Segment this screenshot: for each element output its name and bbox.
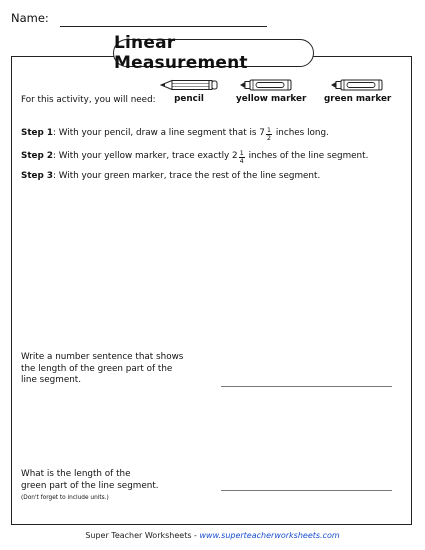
step-2-text-end: inches of the line segment. [245, 151, 369, 161]
worksheet-title: Linear Measurement [113, 39, 314, 67]
material-green-marker [324, 79, 390, 104]
step-3-text: : With your green marker, trace the rest of the line segment. [53, 171, 321, 181]
fraction-numerator: 1 [266, 126, 272, 134]
material-label-green-marker: green marker [324, 94, 392, 104]
marker-icon [330, 79, 384, 91]
answer-line-number-sentence[interactable] [221, 386, 392, 387]
question-green-length [21, 469, 159, 505]
name-label: Name: [11, 11, 49, 25]
fraction-numerator: 1 [239, 149, 244, 157]
footer-link[interactable]: www.superteacherworksheets.com [199, 531, 340, 540]
answer-line-green-length[interactable] [221, 490, 392, 491]
material-pencil [160, 79, 218, 104]
step-2-label: Step 2 [21, 151, 53, 161]
material-yellow-marker [236, 79, 307, 104]
question-line: Write a number sentence that shows [21, 352, 184, 362]
step-2-text: : With your yellow marker, trace exactly 2 [53, 151, 238, 161]
step-2 [21, 150, 368, 165]
footer [0, 531, 425, 540]
material-label-pencil: pencil [174, 94, 204, 104]
fraction-denominator: 4 [239, 157, 244, 165]
step-1 [21, 127, 329, 142]
question-line: line segment. [21, 375, 82, 385]
step-1-label: Step 1 [21, 128, 53, 138]
materials-intro: For this activity, you will need: [21, 95, 156, 105]
step-3-label: Step 3 [21, 171, 53, 181]
question-line: the length of the green part of the [21, 363, 173, 374]
units-note: (Don't forget to include units.) [21, 495, 109, 501]
pencil-icon [160, 79, 218, 91]
question-line: What is the length of the [21, 469, 131, 479]
step-1-text: : With your pencil, draw a line segment that is 7 [53, 128, 265, 138]
footer-text: Super Teacher Worksheets - [85, 531, 200, 540]
step-1-text-end: inches long. [273, 128, 329, 138]
question-number-sentence [21, 352, 183, 387]
step-3 [21, 171, 320, 181]
marker-icon [239, 79, 293, 91]
fraction-denominator: 2 [266, 134, 272, 142]
step-1-fraction [266, 127, 272, 142]
question-line: green part of the line segment. [21, 480, 159, 491]
name-answer-line[interactable] [60, 26, 267, 27]
material-label-yellow-marker: yellow marker [236, 94, 307, 104]
step-2-fraction [239, 150, 245, 165]
